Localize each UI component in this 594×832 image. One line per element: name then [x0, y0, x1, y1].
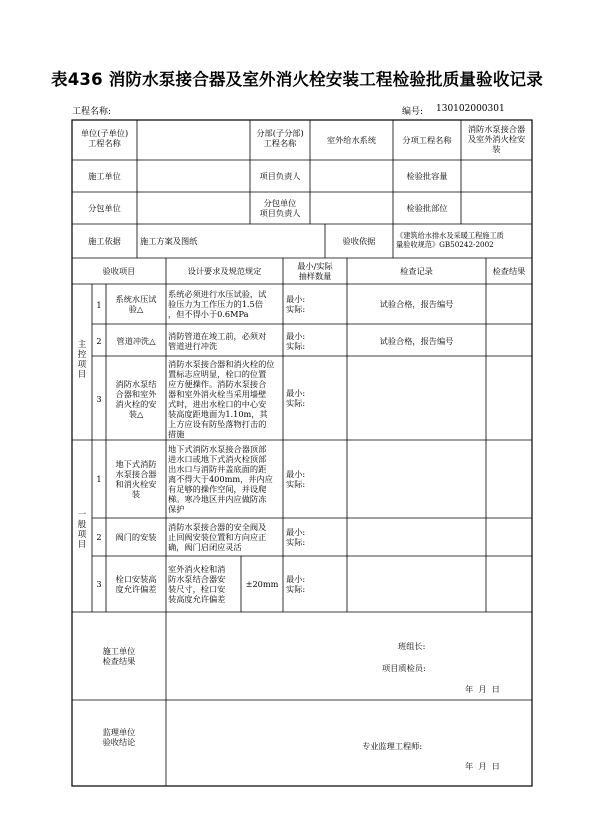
code-value: 130102000301 — [436, 104, 505, 114]
general-row-2-no: 2 — [96, 532, 102, 542]
col-record: 检查记录 — [400, 266, 433, 276]
main-row-2-req: 消防管道在竣工前，必须对 管道进行冲洗 — [168, 331, 267, 351]
main-row-2-sample: 最小: 实际: — [286, 331, 306, 351]
main-row-1-req: 系统必须进行水压试验，试 验压力为工作压力的1.5倍 ，但不得小于0.6MPa — [168, 289, 267, 319]
quality-inspector-label: 项目质检员: — [382, 663, 426, 673]
general-row-3-tolerance: ±20mm — [245, 579, 279, 589]
general-row-1-req: 地下式消防水泵接合器顶部 进水口或地下式消火栓顶部 出水口与消防井盖底面的距 离不得大于400mm，井内应 有足够的操作空间，并设爬 梯。寒冷地区井内应做防冻 保护 — [168, 444, 273, 514]
general-row-2-sample: 最小: 实际: — [286, 527, 306, 547]
general-row-2-name: 阀门的安装 — [115, 532, 157, 542]
unit-project-label: 单位(子单位) 工程名称 — [80, 128, 129, 148]
col-sampling: 最小/实际 抽样数量 — [297, 261, 333, 281]
page-title: 表436 消防水泵接合器及室外消火栓安装工程检验批质量验收记录 — [51, 70, 543, 89]
batch-part-label: 检验批部位 — [406, 203, 448, 213]
col-requirement: 设计要求及规范规定 — [187, 266, 262, 276]
subcontract-unit-label: 分包单位 — [88, 203, 121, 213]
main-items-group-label: 主控项目 — [77, 340, 87, 380]
acceptance-basis-label: 验收依据 — [342, 236, 376, 246]
general-row-3-sample: 最小: 实际: — [286, 574, 306, 594]
construction-check-date: 年 月 日 — [465, 684, 500, 694]
supervision-label: 监理单位 验收结论 — [102, 727, 136, 747]
item-project-value: 消防水泵接合器 及室外消火栓安 装 — [467, 124, 526, 154]
general-row-1-no: 1 — [96, 474, 102, 484]
sub-dept-label: 分部(子分部) 工程名称 — [256, 128, 304, 148]
main-row-1-name: 系统水压试 验△ — [115, 294, 157, 314]
team-leader-label: 班组长: — [398, 641, 426, 651]
main-row-2-record: 试验合格，报告编号 — [379, 336, 454, 346]
construction-unit-label: 施工单位 — [88, 171, 121, 181]
sub-dept-value: 室外给水系统 — [326, 135, 377, 145]
main-row-2-name: 管道冲洗△ — [116, 336, 156, 346]
project-manager-label: 项目负责人 — [259, 171, 301, 181]
main-row-1-no: 1 — [96, 300, 102, 310]
general-row-1-sample: 最小: 实际: — [286, 469, 306, 489]
item-project-label: 分项工程名称 — [402, 135, 452, 145]
general-items-group-label: 一般项目 — [77, 510, 87, 550]
main-row-3-req: 消防水泵接合器和消火栓的位 置标志应明显，栓口的位置 应方便操作。消防水泵接合 器和室外消火栓当采用墙壁 式时，进出水栓口的中心安 装高度距地面为1.10m，其 上方应设有防坠落物打击的 措施 — [168, 359, 275, 439]
acceptance-basis-value: 《建筑给水排水及采暖工程施工质 量验收规范》GB50242-2002 — [396, 231, 504, 249]
main-row-3-name: 消防水泵结 合器和室外 消火栓的安 装△ — [115, 379, 157, 419]
general-row-1-name: 地下式消防 水泵接合器 和消火栓安 装 — [115, 459, 157, 499]
main-row-1-sample: 最小: 实际: — [286, 294, 306, 314]
general-row-2-req: 消防水泵接合器的安全阀及 止回阀安装位置和方向应正 确，阀门启闭应灵活 — [168, 522, 267, 552]
main-row-3-sample: 最小: 实际: — [286, 388, 306, 408]
general-row-3-no: 3 — [96, 579, 102, 589]
construction-check-label: 施工单位 检查结果 — [102, 646, 136, 666]
subcontract-manager-label: 分包单位 项目负责人 — [259, 198, 301, 218]
col-item: 验收项目 — [102, 266, 136, 276]
general-row-3-req: 室外消火栓和消 防水泵结合器安 装尺寸，栓口安 装高度允许偏差 — [168, 564, 226, 604]
supervision-date: 年 月 日 — [465, 761, 500, 771]
construction-basis-value: 施工方案及图纸 — [140, 236, 198, 246]
main-row-1-record: 试验合格，报告编号 — [379, 299, 454, 309]
col-result: 检查结果 — [492, 266, 526, 276]
batch-capacity-label: 检验批容量 — [406, 171, 448, 181]
code-label: 编号: — [402, 107, 424, 117]
construction-basis-label: 施工依据 — [88, 236, 121, 246]
main-row-2-no: 2 — [96, 336, 102, 346]
project-name-label: 工程名称: — [72, 107, 112, 117]
general-row-3-name: 栓口安装高 度允许偏差 — [115, 574, 157, 594]
main-row-3-no: 3 — [96, 394, 102, 404]
supervision-engineer-label: 专业监理工程师: — [362, 741, 423, 751]
